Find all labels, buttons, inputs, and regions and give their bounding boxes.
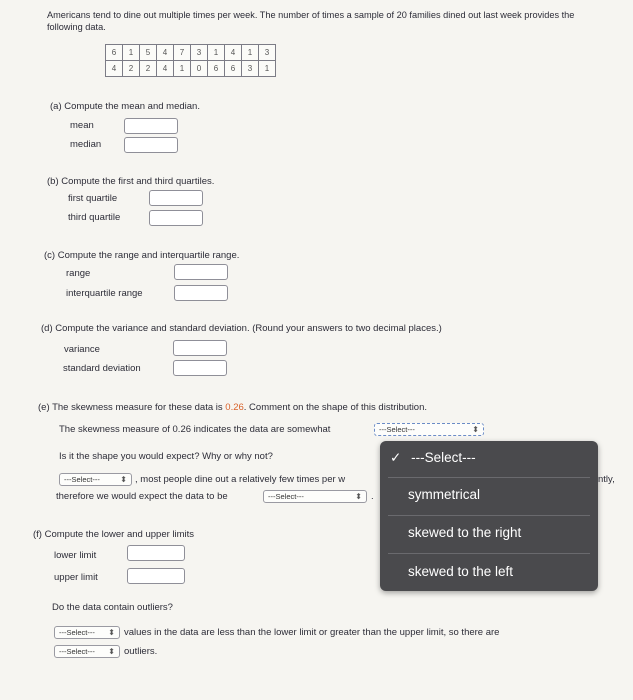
dropdown-divider [388,477,590,478]
part-d-prompt: (d) Compute the variance and standard deviation. (Round your answers to two decimal places.) [41,323,442,334]
chevron-updown-icon: ⬍ [108,628,115,637]
table-cell: 1 [123,45,140,61]
expected-shape-select-value: ---Select--- [268,492,304,501]
table-cell: 4 [225,45,242,61]
table-cell: 4 [157,61,174,77]
table-cell: 2 [123,61,140,77]
table-cell: 6 [106,45,123,61]
first-quartile-input[interactable] [149,190,203,206]
dropdown-divider [388,553,590,554]
outlier-exist-select-value: ---Select--- [59,647,95,656]
upper-limit-label: upper limit [54,572,98,583]
variance-input[interactable] [173,340,227,356]
part-e-prompt [38,402,427,413]
part-e-prompt-start: (e) The skewness measure for these data is [38,402,226,413]
table-cell: 7 [174,45,191,61]
table-cell: 1 [174,61,191,77]
outlier-sentence: values in the data are less than the lower limit or greater than the upper limit, so there are [124,627,500,638]
table-cell: 0 [191,61,208,77]
iqr-label: interquartile range [66,288,143,299]
part-f-prompt: (f) Compute the lower and upper limits [33,529,195,540]
outlier-count-select-value: ---Select--- [59,628,95,637]
median-label: median [70,139,102,150]
third-quartile-input[interactable] [149,210,203,226]
mean-input[interactable] [124,118,178,134]
expected-shape-select[interactable] [263,490,367,503]
chevron-updown-icon: ⬍ [120,475,127,484]
expectation-question: Is it the shape you would expect? Why or why not? [59,451,273,462]
third-quartile-label: third quartile [68,212,121,223]
standard-deviation-input[interactable] [173,360,227,376]
reason-text-tail: ntly, [598,474,615,485]
outlier-count-select[interactable] [54,626,120,639]
table-cell: 2 [140,61,157,77]
table-cell: 4 [157,45,174,61]
outlier-question: Do the data contain outliers? [52,602,173,613]
table-row [106,61,276,77]
data-table [105,44,276,77]
sentence-period: . [371,491,374,502]
first-quartile-label: first quartile [68,193,118,204]
chevron-updown-icon: ⬍ [472,425,479,434]
dropdown-option-skewed-right[interactable]: skewed to the right [408,525,522,540]
part-c-prompt: (c) Compute the range and interquartile range. [44,250,240,261]
table-cell: 3 [191,45,208,61]
chevron-updown-icon: ⬍ [108,647,115,656]
lower-limit-label: lower limit [54,550,97,561]
table-row [106,45,276,61]
table-cell: 6 [208,61,225,77]
dropdown-option-symmetrical[interactable]: symmetrical [408,487,481,502]
dropdown-option-label: ---Select--- [411,450,476,465]
problem-intro: Americans tend to dine out multiple times per week. The number of times a sample of 20 families dined out last week provides the following data. [47,10,575,32]
dropdown-option-skewed-left[interactable]: skewed to the left [408,564,514,579]
table-cell: 5 [140,45,157,61]
outlier-sentence-end: outliers. [124,646,158,657]
table-cell: 1 [259,61,276,77]
table-cell: 3 [259,45,276,61]
shape-dropdown-menu [380,441,598,591]
outlier-exist-select[interactable] [54,645,120,658]
expect-select-value: ---Select--- [64,475,100,484]
standard-deviation-label: standard deviation [63,363,141,374]
expect-select[interactable] [59,473,132,486]
checkmark-icon: ✓ [390,450,402,465]
table-cell: 3 [242,61,259,77]
range-label: range [66,268,91,279]
dropdown-option-select[interactable] [380,443,598,473]
chevron-updown-icon: ⬍ [355,492,362,501]
dropdown-divider [388,515,590,516]
shape-select[interactable] [374,423,484,436]
table-cell: 6 [225,61,242,77]
reason-text: , most people dine out a relatively few times per w [135,474,346,485]
range-input[interactable] [174,264,228,280]
expect-sentence: therefore we would expect the data to be [56,491,228,502]
median-input[interactable] [124,137,178,153]
lower-limit-input[interactable] [127,545,185,561]
skewness-sentence: The skewness measure of 0.26 indicates the data are somewhat [59,424,331,435]
part-a-prompt: (a) Compute the mean and median. [50,101,200,112]
part-b-prompt: (b) Compute the first and third quartiles. [47,176,215,187]
table-cell: 1 [242,45,259,61]
upper-limit-input[interactable] [127,568,185,584]
variance-label: variance [64,344,100,355]
table-cell: 4 [106,61,123,77]
table-cell: 1 [208,45,225,61]
part-e-prompt-end: . Comment on the shape of this distribution. [243,402,428,413]
mean-label: mean [70,120,94,131]
skewness-value: 0.26 [225,402,244,413]
iqr-input[interactable] [174,285,228,301]
shape-select-value: ---Select--- [379,425,415,434]
